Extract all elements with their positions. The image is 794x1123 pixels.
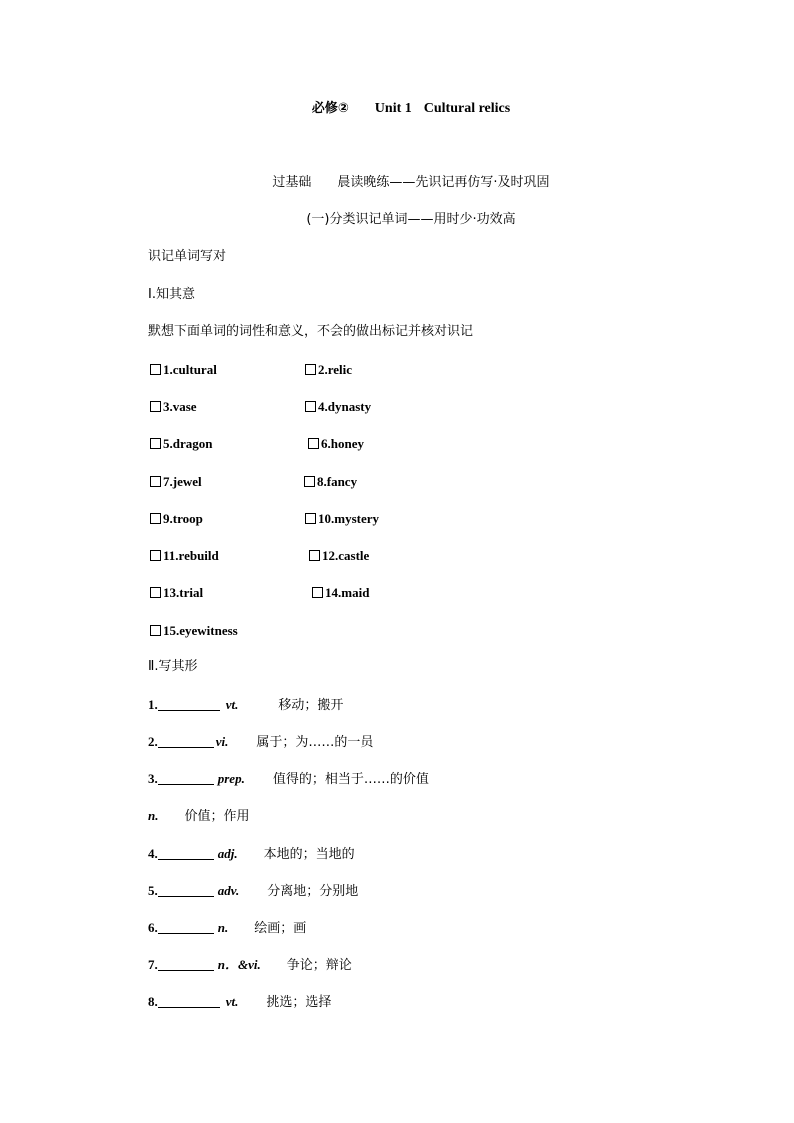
word-item[interactable]: 13.trial [150,585,203,601]
checkbox[interactable] [305,364,316,375]
form-row: 8. vt. 挑选；选择 [148,994,332,1010]
title-topic: Cultural relics [423,101,511,116]
instruction-text: 默想下面单词的词性和意义，不会的做出标记并核对识记 [148,324,474,339]
subsection-title: (一)分类识记单词——用时少·功效高 [306,212,516,227]
form-row: 2. vi. 属于；为……的一员 [148,734,374,750]
answer-blank[interactable] [158,884,214,897]
checkbox[interactable] [150,401,161,412]
word-item[interactable]: 8.fancy [304,474,357,490]
form-row: 7. n．&vi. 争论；辩论 [148,957,352,973]
word-item[interactable]: 10.mystery [305,511,379,527]
answer-blank[interactable] [158,995,220,1008]
form-row: 3. prep. 值得的；相当于……的价值 [148,771,429,787]
checkbox[interactable] [312,587,323,598]
part-i-heading: Ⅰ.知其意 [148,287,195,302]
word-item[interactable]: 5.dragon [150,436,212,452]
checkbox[interactable] [150,550,161,561]
label-write: 识记单词写对 [148,249,227,264]
word-item[interactable]: 4.dynasty [305,399,371,415]
checkbox[interactable] [150,476,161,487]
checkbox[interactable] [309,550,320,561]
checkbox[interactable] [150,625,161,636]
checkbox[interactable] [305,513,316,524]
word-item[interactable]: 11.rebuild [150,548,219,564]
title-part: 必修② [311,101,349,116]
checkbox[interactable] [150,364,161,375]
answer-blank[interactable] [158,921,214,934]
checkbox[interactable] [304,476,315,487]
checkbox[interactable] [308,438,319,449]
form-row: n. 价值；作用 [148,808,250,824]
word-item[interactable]: 2.relic [305,362,352,378]
word-item[interactable]: 9.troop [150,511,203,527]
checkbox[interactable] [150,513,161,524]
word-item[interactable]: 15.eyewitness [150,623,238,639]
answer-blank[interactable] [158,772,214,785]
word-item[interactable]: 1.cultural [150,362,217,378]
form-row: 4. adj. 本地的；当地的 [148,846,355,862]
word-item[interactable]: 3.vase [150,399,197,415]
page-title [0,100,794,117]
word-item[interactable]: 14.maid [312,585,369,601]
checkbox[interactable] [150,587,161,598]
answer-blank[interactable] [158,698,220,711]
word-item[interactable]: 12.castle [309,548,369,564]
answer-blank[interactable] [158,735,214,748]
form-row: 6. n. 绘画；画 [148,920,307,936]
word-item[interactable]: 7.jewel [150,474,202,490]
title-unit: Unit 1 [374,101,412,116]
section-header: 过基础 晨读晚练——先识记再仿写·及时巩固 [272,175,550,190]
word-item[interactable]: 6.honey [308,436,364,452]
form-row: 1. vt. 移动；搬开 [148,697,344,713]
checkbox[interactable] [305,401,316,412]
form-row: 5. adv. 分离地；分别地 [148,883,359,899]
answer-blank[interactable] [158,847,214,860]
answer-blank[interactable] [158,958,214,971]
part-ii-heading: Ⅱ.写其形 [148,659,198,674]
checkbox[interactable] [150,438,161,449]
